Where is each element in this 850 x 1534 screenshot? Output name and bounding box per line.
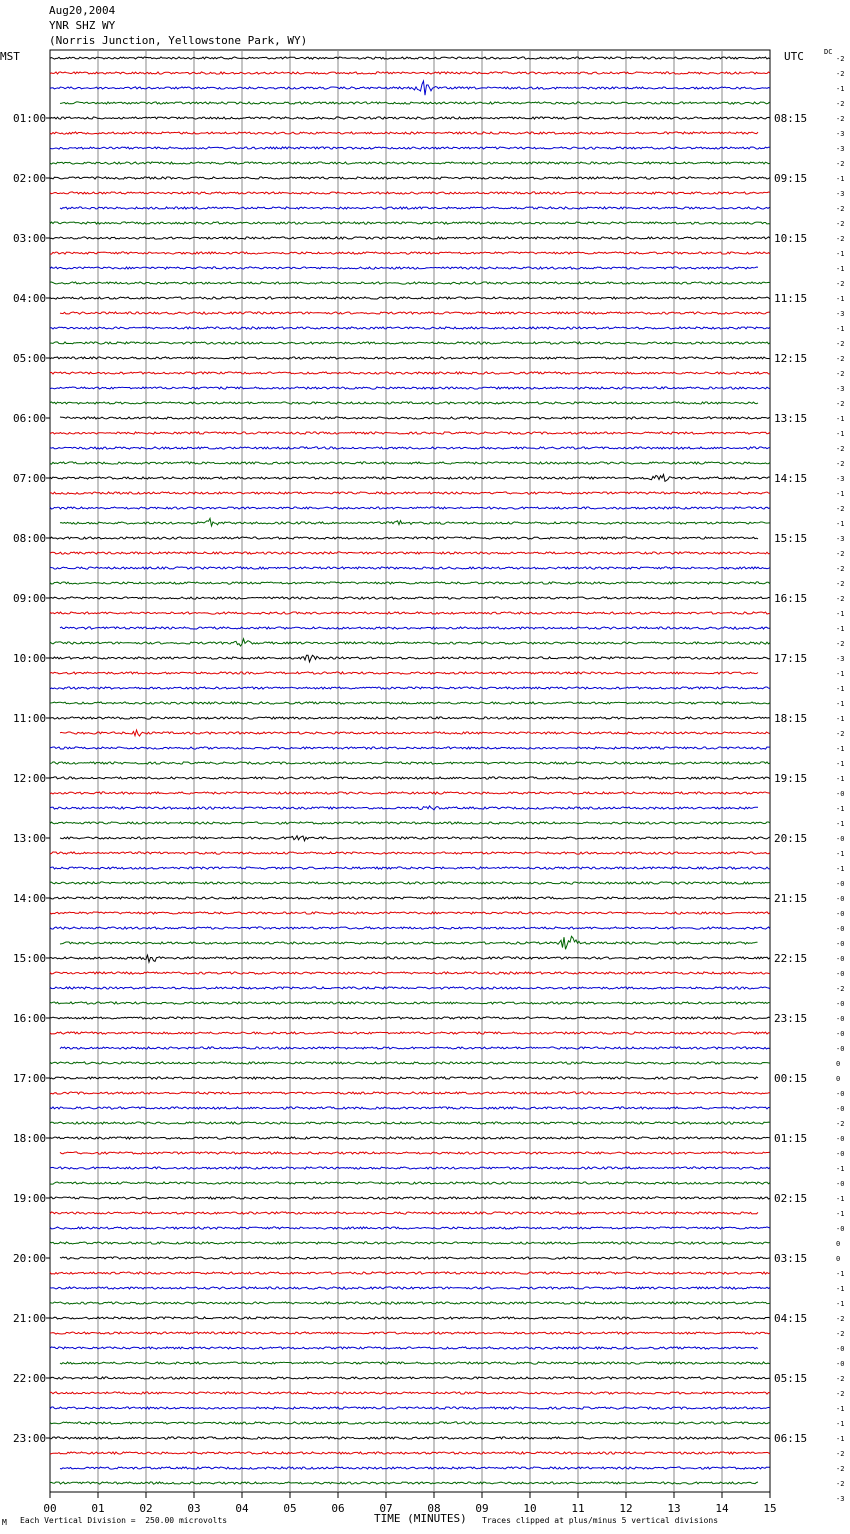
dc-offset-label: -2 [836, 1450, 845, 1458]
mst-hour-label: 10:00 [13, 652, 47, 665]
dc-offset-label: -0 [836, 1345, 845, 1353]
seismic-trace [50, 927, 770, 929]
seismic-trace [50, 612, 770, 614]
seismic-trace [50, 1242, 770, 1244]
seismic-trace [50, 267, 758, 269]
utc-hour-label: 20:15 [774, 832, 808, 845]
dc-offset-label: -2 [836, 100, 845, 108]
utc-hour-label: 09:15 [774, 172, 808, 185]
dc-offset-label: -1 [836, 700, 845, 708]
seismic-trace [50, 1482, 758, 1484]
utc-hour-label: 19:15 [774, 772, 808, 785]
dc-offset-label: -1 [836, 415, 845, 423]
seismic-trace [50, 1122, 770, 1124]
mst-hour-label: 09:00 [13, 592, 47, 605]
mst-hour-label: 12:00 [13, 772, 47, 785]
seismic-trace [50, 987, 770, 989]
seismic-trace [50, 1287, 770, 1289]
seismic-trace [50, 222, 770, 224]
dc-offset-label: -0 [836, 1360, 845, 1368]
seismic-trace [50, 1407, 770, 1409]
seismic-trace [50, 357, 770, 359]
dc-offset-label: -3 [836, 385, 845, 393]
utc-hour-label: 06:15 [774, 1432, 808, 1445]
seismic-trace [50, 1272, 770, 1274]
seismic-trace [50, 462, 770, 464]
utc-hour-label: 08:15 [774, 112, 808, 125]
dc-offset-label: -1 [836, 625, 845, 633]
dc-offset-label: -3 [836, 130, 845, 138]
plot-frame [50, 50, 770, 1492]
utc-hour-label: 22:15 [774, 952, 808, 965]
seismic-trace [50, 702, 770, 704]
seismic-trace [50, 1137, 770, 1139]
dc-offset-label: -3 [836, 310, 845, 318]
seismic-trace [50, 687, 770, 689]
dc-offset-label: -1 [836, 1420, 845, 1428]
dc-offset-label: -1 [836, 430, 845, 438]
dc-offset-label: -0 [836, 835, 845, 843]
dc-offset-label: -1 [836, 85, 845, 93]
x-tick-label: 14 [715, 1502, 729, 1515]
dc-offset-label: -2 [836, 205, 845, 213]
seismic-trace [50, 882, 770, 884]
seismic-trace [60, 730, 770, 736]
dc-offset-label: -1 [836, 1435, 845, 1443]
utc-hour-label: 13:15 [774, 412, 808, 425]
seismic-trace [50, 792, 770, 794]
dc-offset-label: -0 [836, 940, 845, 948]
dc-offset-label: -2 [836, 445, 845, 453]
seismic-trace [50, 567, 770, 569]
seismic-trace [60, 1047, 770, 1049]
dc-offset-label: -0 [836, 1030, 845, 1038]
dc-offset-label: -1 [836, 1405, 845, 1413]
seismic-trace [60, 1152, 770, 1154]
dc-offset-label: -0 [836, 955, 845, 963]
dc-offset-label: -0 [836, 1180, 845, 1188]
dc-offset-label: -0 [836, 1015, 845, 1023]
mst-hour-label: 21:00 [13, 1312, 47, 1325]
seismic-trace [60, 627, 770, 629]
seismic-trace [50, 1422, 770, 1424]
dc-offset-label: -2 [836, 640, 845, 648]
seismic-trace [50, 447, 770, 449]
seismic-trace [50, 237, 770, 239]
dc-offset-label: -2 [836, 1375, 845, 1383]
dc-offset-label: -1 [836, 610, 845, 618]
seismic-trace [50, 897, 770, 899]
mst-hour-label: 23:00 [13, 1432, 47, 1445]
seismic-trace [60, 1467, 770, 1469]
x-tick-label: 12 [619, 1502, 633, 1515]
utc-hour-label: 02:15 [774, 1192, 808, 1205]
utc-hour-label: 00:15 [774, 1072, 808, 1085]
x-tick-label: 13 [667, 1502, 681, 1515]
dc-offset-label: -2 [836, 1465, 845, 1473]
x-tick-label: 05 [283, 1502, 297, 1515]
seismic-trace [50, 1077, 758, 1079]
dc-offset-label: -2 [836, 565, 845, 573]
dc-offset-label: -1 [836, 1300, 845, 1308]
seismic-trace [60, 1362, 770, 1364]
x-tick-label: 00 [43, 1502, 57, 1515]
footer-mark: M [2, 1518, 7, 1527]
seismic-trace [50, 475, 770, 482]
dc-offset-label: -3 [836, 145, 845, 153]
dc-offset-label: -1 [836, 820, 845, 828]
mst-hour-label: 01:00 [13, 112, 47, 125]
seismic-trace [50, 806, 758, 810]
utc-axis-title: UTC [784, 50, 804, 63]
dc-offset-label: -1 [836, 775, 845, 783]
utc-hour-label: 10:15 [774, 232, 808, 245]
utc-hour-label: 12:15 [774, 352, 808, 365]
dc-offset-label: -2 [836, 370, 845, 378]
x-tick-label: 11 [571, 1502, 585, 1515]
mst-hour-label: 02:00 [13, 172, 47, 185]
dc-offset-label: -1 [836, 745, 845, 753]
seismic-trace [50, 852, 770, 854]
mst-hour-label: 14:00 [13, 892, 47, 905]
dc-offset-label: -1 [836, 670, 845, 678]
dc-offset-label: -2 [836, 355, 845, 363]
dc-offset-label: -1 [836, 520, 845, 528]
dc-offset-label: -2 [836, 1390, 845, 1398]
x-axis-title: TIME (MINUTES) [374, 1512, 467, 1525]
seismic-trace [50, 147, 770, 149]
mst-hour-label: 04:00 [13, 292, 47, 305]
clip-note: Traces clipped at plus/minus 5 vertical divisions [482, 1516, 719, 1525]
seismic-trace [50, 81, 770, 95]
dc-offset-label: -2 [836, 985, 845, 993]
seismic-trace [50, 777, 770, 779]
seismic-trace [50, 327, 770, 329]
dc-offset-label: -2 [836, 1315, 845, 1323]
mst-hour-label: 08:00 [13, 532, 47, 545]
dc-offset-label: -2 [836, 160, 845, 168]
scale-note: Each Vertical Division = 250.00 microvolts [20, 1516, 228, 1525]
seismic-trace [50, 1182, 770, 1184]
seismic-trace [60, 102, 770, 104]
x-tick-label: 02 [139, 1502, 153, 1515]
dc-offset-label: -1 [836, 1210, 845, 1218]
dc-offset-label: -1 [836, 805, 845, 813]
seismic-trace [50, 1212, 758, 1214]
dc-offset-label: -3 [836, 1495, 845, 1503]
dc-offset-label: 0 [836, 1075, 841, 1083]
seismic-trace [50, 387, 770, 389]
utc-hour-label: 14:15 [774, 472, 808, 485]
seismic-trace [50, 1062, 770, 1064]
seismic-trace [50, 492, 770, 494]
seismic-trace [60, 312, 770, 314]
dc-offset-label: -2 [836, 595, 845, 603]
dc-offset-label: -2 [836, 400, 845, 408]
mst-hour-label: 07:00 [13, 472, 47, 485]
seismic-trace [60, 207, 770, 209]
seismic-trace [50, 762, 770, 764]
dc-offset-label: -1 [836, 850, 845, 858]
dc-offset-label: -2 [836, 550, 845, 558]
seismic-trace [50, 162, 770, 164]
mst-hour-label: 17:00 [13, 1072, 47, 1085]
seismic-trace [50, 1317, 770, 1319]
dc-offset-label: -0 [836, 1135, 845, 1143]
dc-offset-label: -2 [836, 235, 845, 243]
seismic-trace [50, 972, 770, 974]
dc-offset-label: -1 [836, 175, 845, 183]
seismic-trace [60, 936, 758, 949]
mst-hour-label: 22:00 [13, 1372, 47, 1385]
dc-offset-label: -3 [836, 190, 845, 198]
dc-offset-label: -0 [836, 1150, 845, 1158]
seismic-trace [50, 1347, 758, 1349]
seismic-trace [50, 1437, 770, 1439]
seismic-trace [50, 1017, 770, 1019]
seismic-trace [50, 402, 758, 404]
dc-offset-label: -2 [836, 70, 845, 78]
dc-offset-label: -2 [836, 115, 845, 123]
dc-offset-label: -1 [836, 760, 845, 768]
mst-hour-label: 16:00 [13, 1012, 47, 1025]
station-code: YNR SHZ WY [49, 19, 116, 32]
x-tick-label: 10 [523, 1502, 537, 1515]
seismic-trace [60, 836, 770, 841]
seismic-trace [50, 1107, 770, 1109]
dc-offset-label: -1 [836, 1285, 845, 1293]
dc-offset-label: -1 [836, 865, 845, 873]
dc-offset-label: -1 [836, 685, 845, 693]
utc-hour-label: 04:15 [774, 1312, 808, 1325]
seismic-trace [50, 672, 758, 674]
mst-hour-label: 19:00 [13, 1192, 47, 1205]
x-tick-label: 07 [379, 1502, 393, 1515]
seismic-trace [50, 117, 770, 119]
dc-offset-label: -0 [836, 1045, 845, 1053]
utc-hour-label: 15:15 [774, 532, 808, 545]
seismic-trace [50, 1452, 770, 1454]
seismic-trace [50, 372, 770, 374]
dc-offset-label: -0 [836, 925, 845, 933]
dc-offset-label: -0 [836, 910, 845, 918]
seismic-trace [50, 867, 770, 869]
seismic-trace [50, 252, 770, 254]
utc-hour-label: 23:15 [774, 1012, 808, 1025]
dc-offset-label: -3 [836, 535, 845, 543]
mst-hour-label: 15:00 [13, 952, 47, 965]
utc-hour-label: 21:15 [774, 892, 808, 905]
seismic-trace [50, 639, 770, 646]
dc-offset-label: -2 [836, 730, 845, 738]
dc-offset-label: 0 [836, 1255, 841, 1263]
seismic-trace [50, 912, 770, 914]
x-tick-label: 06 [331, 1502, 345, 1515]
utc-hour-label: 03:15 [774, 1252, 808, 1265]
seismic-trace [50, 342, 770, 344]
dc-offset-label: -0 [836, 970, 845, 978]
mst-hour-label: 03:00 [13, 232, 47, 245]
utc-hour-label: 01:15 [774, 1132, 808, 1145]
seismic-trace [50, 747, 770, 749]
dc-offset-label: -0 [836, 1090, 845, 1098]
dc-offset-label: -2 [836, 55, 845, 63]
x-tick-label: 04 [235, 1502, 249, 1515]
dc-offset-label: -0 [836, 1000, 845, 1008]
mst-axis-title: MST [0, 50, 20, 63]
dc-offset-label: -2 [836, 340, 845, 348]
seismic-trace [50, 192, 770, 194]
dc-offset-label: -0 [836, 895, 845, 903]
seismic-trace [50, 132, 758, 134]
seismic-trace [50, 955, 770, 962]
dc-offset-label: -1 [836, 1165, 845, 1173]
mst-hour-label: 18:00 [13, 1132, 47, 1145]
dc-offset-label: -3 [836, 655, 845, 663]
x-tick-label: 09 [475, 1502, 489, 1515]
seismic-trace [60, 1257, 770, 1259]
dc-offset-label: -2 [836, 505, 845, 513]
utc-hour-label: 16:15 [774, 592, 808, 605]
dc-offset-label: -2 [836, 580, 845, 588]
dc-offset-label: -2 [836, 1480, 845, 1488]
seismic-trace [50, 1392, 770, 1394]
seismic-trace [50, 597, 770, 599]
dc-offset-label: 0 [836, 1240, 841, 1248]
seismic-trace [50, 57, 770, 59]
dc-column-title: DC [824, 48, 833, 56]
dc-offset-label: -1 [836, 325, 845, 333]
seismic-trace [50, 177, 770, 179]
mst-hour-label: 05:00 [13, 352, 47, 365]
utc-hour-label: 18:15 [774, 712, 808, 725]
plot-date: Aug20,2004 [49, 4, 116, 17]
seismic-trace [50, 1092, 770, 1094]
seismic-trace [50, 717, 770, 719]
seismic-trace [50, 1032, 770, 1034]
seismic-trace [50, 582, 770, 584]
seismic-trace [50, 1002, 770, 1004]
dc-offset-label: -1 [836, 1270, 845, 1278]
seismic-trace [50, 1302, 770, 1304]
mst-hour-label: 06:00 [13, 412, 47, 425]
seismic-trace [50, 1167, 770, 1169]
utc-hour-label: 11:15 [774, 292, 808, 305]
dc-offset-label: -0 [836, 1225, 845, 1233]
seismic-trace [50, 72, 770, 74]
dc-offset-label: -2 [836, 220, 845, 228]
x-tick-label: 01 [91, 1502, 105, 1515]
seismic-trace [60, 417, 770, 419]
mst-hour-label: 13:00 [13, 832, 47, 845]
dc-offset-label: -2 [836, 1330, 845, 1338]
dc-offset-label: -1 [836, 715, 845, 723]
x-tick-label: 15 [763, 1502, 777, 1515]
seismic-trace [50, 537, 758, 539]
dc-offset-label: -1 [836, 1195, 845, 1203]
dc-offset-label: -0 [836, 790, 845, 798]
seismic-trace [60, 518, 770, 526]
seismic-trace [50, 1377, 770, 1379]
dc-offset-label: -0 [836, 1105, 845, 1113]
seismic-trace [50, 1227, 770, 1229]
dc-offset-label: -2 [836, 460, 845, 468]
seismic-trace [50, 1197, 770, 1199]
mst-hour-label: 20:00 [13, 1252, 47, 1265]
seismic-trace [50, 655, 770, 662]
seismic-trace [50, 552, 770, 554]
utc-hour-label: 17:15 [774, 652, 808, 665]
seismic-trace [50, 297, 770, 299]
seismic-trace [50, 822, 770, 824]
seismic-trace [50, 282, 770, 284]
utc-hour-label: 05:15 [774, 1372, 808, 1385]
seismic-trace [50, 1332, 770, 1334]
dc-offset-label: -1 [836, 295, 845, 303]
dc-offset-label: -1 [836, 490, 845, 498]
seismic-trace [50, 507, 770, 509]
x-tick-label: 03 [187, 1502, 201, 1515]
dc-offset-label: -1 [836, 265, 845, 273]
dc-offset-label: -1 [836, 250, 845, 258]
seismic-trace [50, 432, 770, 434]
mst-hour-label: 11:00 [13, 712, 47, 725]
dc-offset-label: -0 [836, 880, 845, 888]
station-location: (Norris Junction, Yellowstone Park, WY) [49, 34, 308, 47]
dc-offset-label: -2 [836, 1120, 845, 1128]
dc-offset-label: -2 [836, 280, 845, 288]
dc-offset-label: 0 [836, 1060, 841, 1068]
dc-offset-label: -3 [836, 475, 845, 483]
x-tick-label: 08 [427, 1502, 441, 1515]
